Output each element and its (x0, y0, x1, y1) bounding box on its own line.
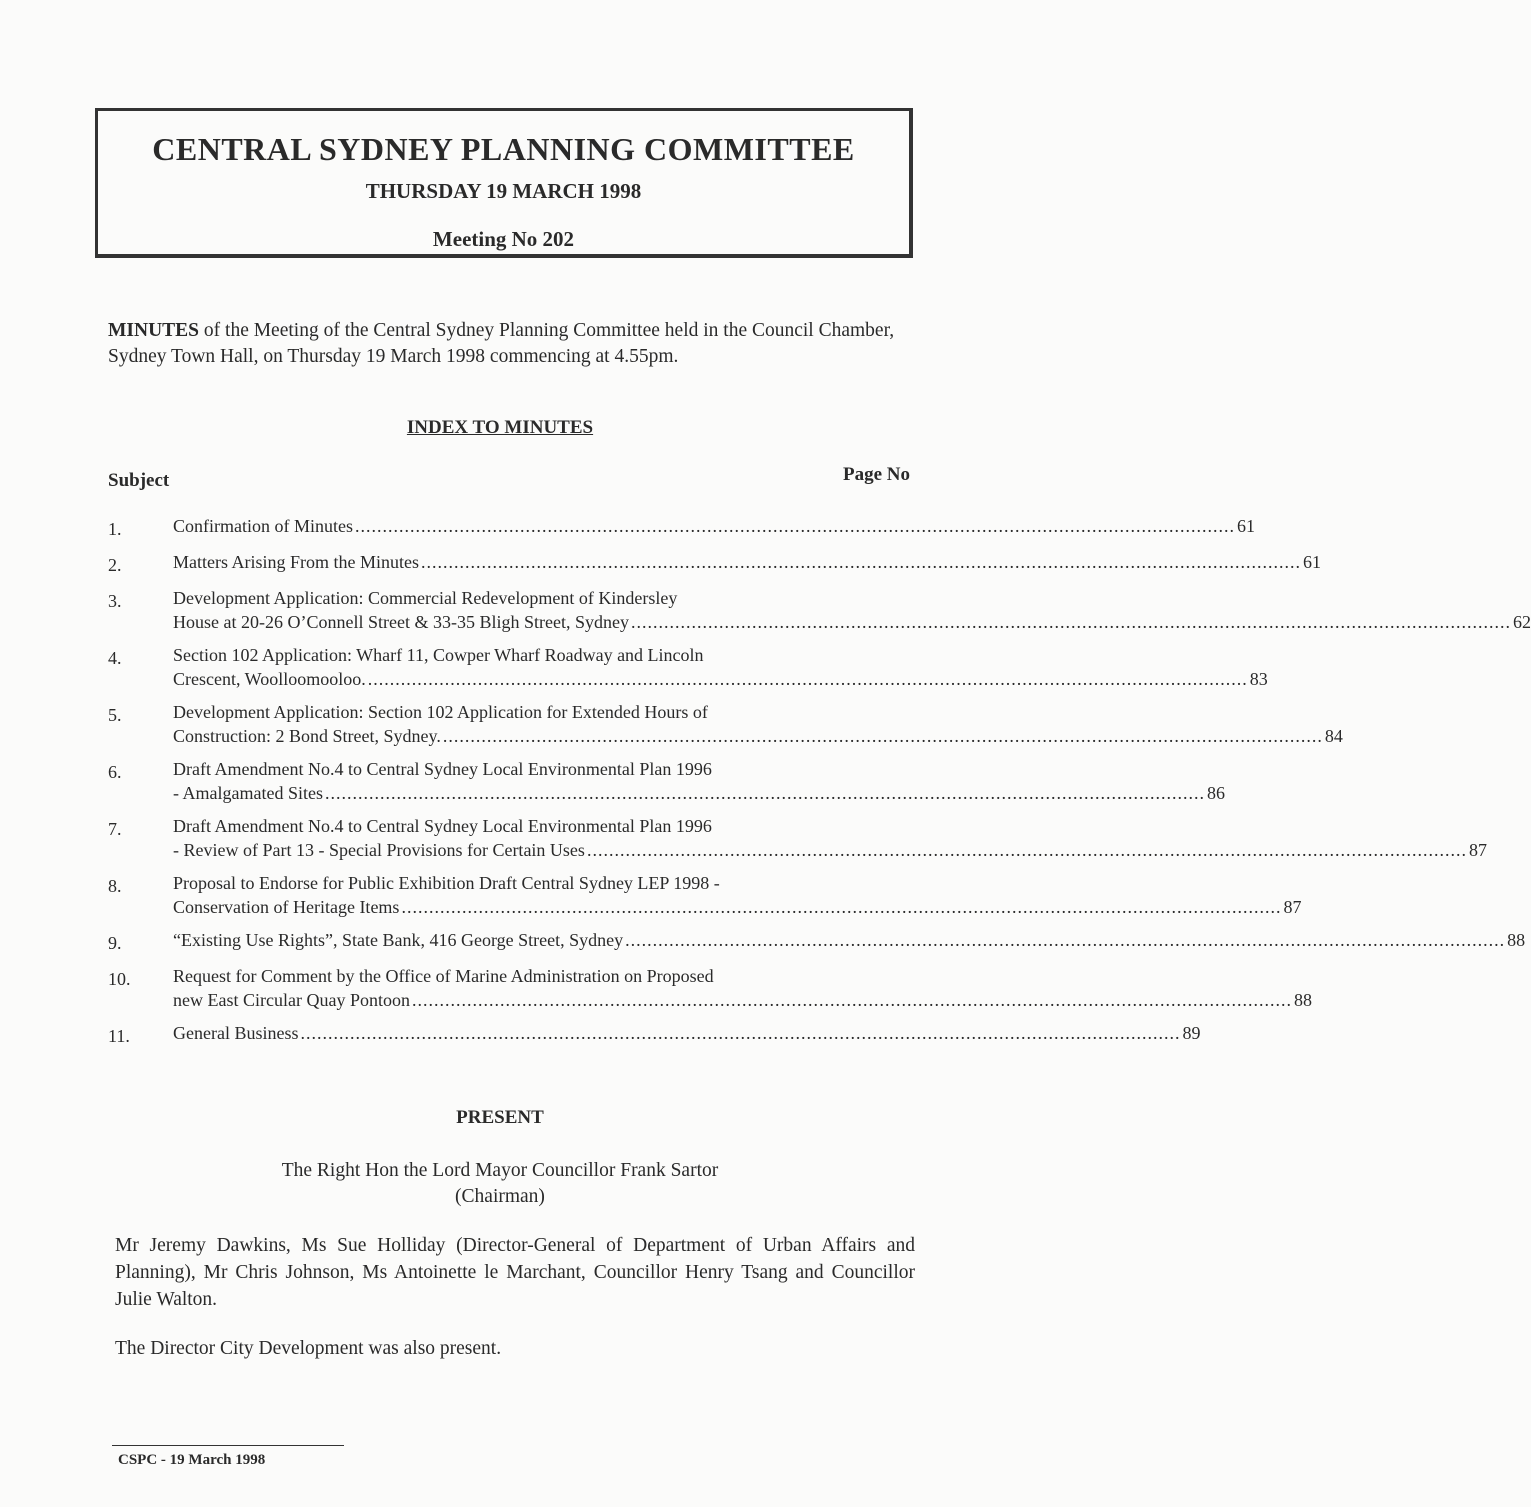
present-heading: PRESENT (456, 1107, 544, 1128)
page-column-label: Page No (842, 464, 910, 485)
index-item-subject: Matters Arising From the Minutes (173, 552, 419, 572)
index-item (108, 871, 1302, 919)
index-item-subject: new East Circular Quay Pontoon (173, 990, 410, 1010)
index-item (108, 550, 1321, 577)
index-item-page: 84 (1324, 726, 1343, 746)
dot-leader (631, 610, 1511, 634)
committee-title: CENTRAL SYDNEY PLANNING COMMITTEE (152, 131, 855, 167)
index-item (108, 514, 1255, 541)
meeting-date: THURSDAY 19 MARCH 1998 (365, 179, 642, 203)
index-item-subject: Proposal to Endorse for Public Exhibition Draft Central Sydney LEP 1998 - (173, 873, 720, 893)
footer-rule (112, 1445, 344, 1446)
meeting-number: Meeting No 202 (432, 227, 575, 251)
index-item-subject: - Review of Part 13 - Special Provisions for Certain Uses (173, 840, 585, 860)
index-item-subject: Draft Amendment No.4 to Central Sydney Local Environmental Plan 1996 (173, 816, 712, 836)
index-item-number: 2. (108, 555, 122, 575)
index-item (108, 700, 1343, 748)
intro-text: of the Meeting of the Central Sydney Planning Committee held in the Council Chamber, Sydney Town Hall, on Thursday 19 March 1998 commencing at 4.55pm. (108, 320, 895, 367)
dot-leader (587, 838, 1467, 862)
index-item-subject: House at 20-26 O’Connell Street & 33-35 Bligh Street, Sydney (173, 612, 629, 632)
dot-leader (401, 895, 1281, 919)
index-item-subject: Draft Amendment No.4 to Central Sydney Local Environmental Plan 1996 (173, 759, 712, 779)
index-item-number: 11. (108, 1026, 130, 1046)
dot-leader (368, 667, 1248, 691)
index-item-subject: Development Application: Commercial Redevelopment of Kindersley (173, 588, 678, 608)
dot-leader (355, 514, 1235, 538)
index-item-number: 4. (108, 648, 122, 668)
index-item-subject: Request for Comment by the Office of Marine Administration on Proposed (173, 966, 714, 986)
minutes-lead: MINUTES (108, 320, 200, 341)
index-item-number: 1. (108, 519, 122, 539)
chairman-block (0, 1158, 1000, 1210)
index-item (108, 1021, 1201, 1048)
dot-leader (443, 724, 1323, 748)
footer-text: CSPC - 19 March 1998 (118, 1452, 266, 1468)
index-item-number: 5. (108, 705, 122, 725)
index-item-page: 61 (1303, 552, 1321, 572)
index-item-subject: General Business (173, 1023, 299, 1043)
index-item-page: 87 (1283, 897, 1302, 917)
index-item-page: 87 (1468, 840, 1487, 860)
index-item-subject: Construction: 2 Bond Street, Sydney. (173, 726, 441, 746)
index-item (108, 757, 1225, 805)
index-item-page: 89 (1182, 1023, 1201, 1043)
index-item-number: 7. (108, 819, 122, 839)
director-present: The Director City Development was also present. (115, 1338, 502, 1359)
intro-paragraph (108, 318, 918, 370)
index-item-page: 61 (1236, 516, 1255, 536)
index-item-subject: - Amalgamated Sites (173, 783, 323, 803)
index-item-page: 62 (1512, 612, 1531, 632)
index-list (108, 514, 1531, 1057)
index-item-subject: Development Application: Section 102 Application for Extended Hours of (173, 702, 708, 722)
index-item-number: 6. (108, 762, 122, 782)
dot-leader (421, 550, 1301, 574)
index-item (108, 928, 1526, 955)
dot-leader (300, 1021, 1180, 1045)
index-item-number: 8. (108, 876, 122, 896)
header-box (95, 108, 913, 258)
dot-leader (625, 928, 1505, 952)
index-item (108, 814, 1487, 862)
index-item-number: 10. (108, 969, 131, 989)
chairman-name: The Right Hon the Lord Mayor Councillor Frank Sartor (281, 1160, 719, 1181)
index-item-page: 86 (1206, 783, 1225, 803)
index-item-number: 9. (108, 933, 122, 953)
index-item (108, 643, 1268, 691)
index-item (108, 964, 1312, 1012)
members-present: Mr Jeremy Dawkins, Ms Sue Holliday (Director-General of Department of Urban Affairs and Planning), Mr Chris Johnson, Ms Antoinette le Marchant, Councillor Henry Tsang and Councillor Julie Walton. (115, 1235, 915, 1310)
dot-leader (325, 781, 1205, 805)
index-item (108, 586, 1531, 634)
index-heading: INDEX TO MINUTES (406, 417, 594, 438)
index-item-page: 88 (1293, 990, 1312, 1010)
dot-leader (412, 988, 1292, 1012)
index-item-subject: Conservation of Heritage Items (173, 897, 400, 917)
index-item-subject: Confirmation of Minutes (173, 516, 353, 536)
chairman-role: (Chairman) (455, 1186, 545, 1207)
index-item-subject: “Existing Use Rights”, State Bank, 416 George Street, Sydney (173, 930, 624, 950)
index-item-subject: Section 102 Application: Wharf 11, Cowper Wharf Roadway and Lincoln (173, 645, 704, 665)
subject-column-label: Subject (108, 470, 170, 491)
index-item-number: 3. (108, 591, 122, 611)
index-item-page: 83 (1249, 669, 1268, 689)
index-item-subject: Crescent, Woolloomooloo. (173, 669, 366, 689)
index-item-page: 88 (1507, 930, 1526, 950)
